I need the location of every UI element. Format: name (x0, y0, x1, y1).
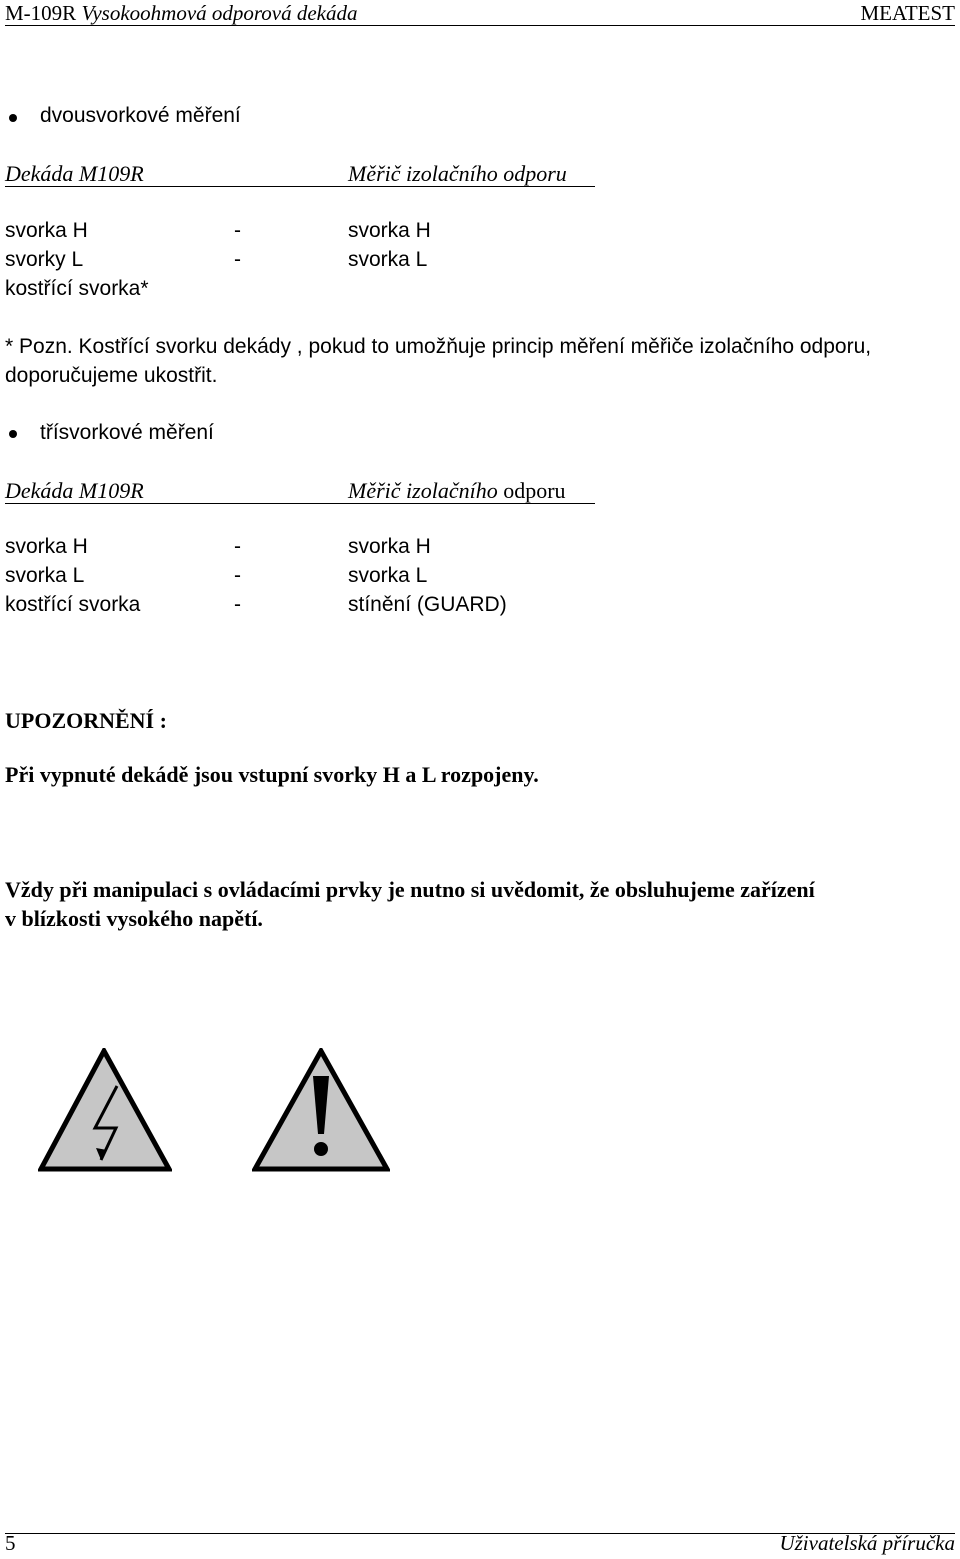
section1-bullet-label: dvousvorkové měření (40, 104, 241, 127)
header-subtitle: Vysokoohmová odporová dekáda (81, 1, 358, 25)
section2-row2-left: svorka L (5, 564, 85, 587)
section2-row1-left: svorka H (5, 535, 88, 558)
warning-title: UPOZORNĚNÍ : (5, 708, 167, 733)
bullet-icon (9, 430, 17, 438)
section1-row1-dash: - (234, 219, 241, 242)
section2-row1-right: svorka H (348, 535, 431, 558)
section1-right-header: Měřič izolačního odporu (348, 161, 567, 186)
section1-row2-dash: - (234, 248, 241, 271)
section2-left-header: Dekáda M109R (5, 478, 144, 503)
section1-note-line1: * Pozn. Kostřící svorku dekády , pokud to umožňuje princip měření měřiče izolačního odporu, (5, 335, 872, 358)
section1-left-header: Dekáda M109R (5, 161, 144, 186)
warning-line2: Vždy při manipulaci s ovládacími prvky je nutno si uvědomit, že obsluhujeme zařízení (5, 877, 815, 902)
high-voltage-icon (38, 1048, 172, 1172)
exclamation-icon (252, 1048, 390, 1172)
section2-row3-right: stínění (GUARD) (348, 593, 507, 616)
section2-right-header (348, 478, 566, 504)
section2-row2-dash: - (234, 564, 241, 587)
footer-page-number: 5 (5, 1531, 16, 1555)
header-brand: MEATEST (860, 1, 955, 25)
section2-row3-dash: - (234, 593, 241, 616)
warning-line3: v blízkosti vysokého napětí. (5, 906, 263, 931)
section1-row2-right: svorka L (348, 248, 428, 271)
bullet-icon (9, 114, 17, 122)
section2-row2-right: svorka L (348, 564, 428, 587)
section2-bullet-label: třísvorkové měření (40, 421, 214, 444)
header-model: M-109R (5, 1, 77, 25)
section1-row1-left: svorka H (5, 219, 88, 242)
header-title (5, 1, 358, 26)
warning-line1: Při vypnuté dekádě jsou vstupní svorky H a L rozpojeny. (5, 762, 539, 787)
section2-row3-left: kostřící svorka (5, 593, 141, 616)
section2-row1-dash: - (234, 535, 241, 558)
section1-note-line2: doporučujeme ukostřit. (5, 364, 218, 387)
section1-row3-left: kostřící svorka* (5, 277, 149, 300)
page-header (5, 0, 955, 26)
section2-right-header-italic: Měřič izolačního (348, 478, 498, 503)
exclamation-dot (314, 1142, 328, 1156)
footer-title: Uživatelská příručka (779, 1531, 955, 1555)
section1-row2-left: svorky L (5, 248, 84, 271)
section1-row1-right: svorka H (348, 219, 431, 242)
section2-right-header-plain: odporu (497, 478, 566, 503)
